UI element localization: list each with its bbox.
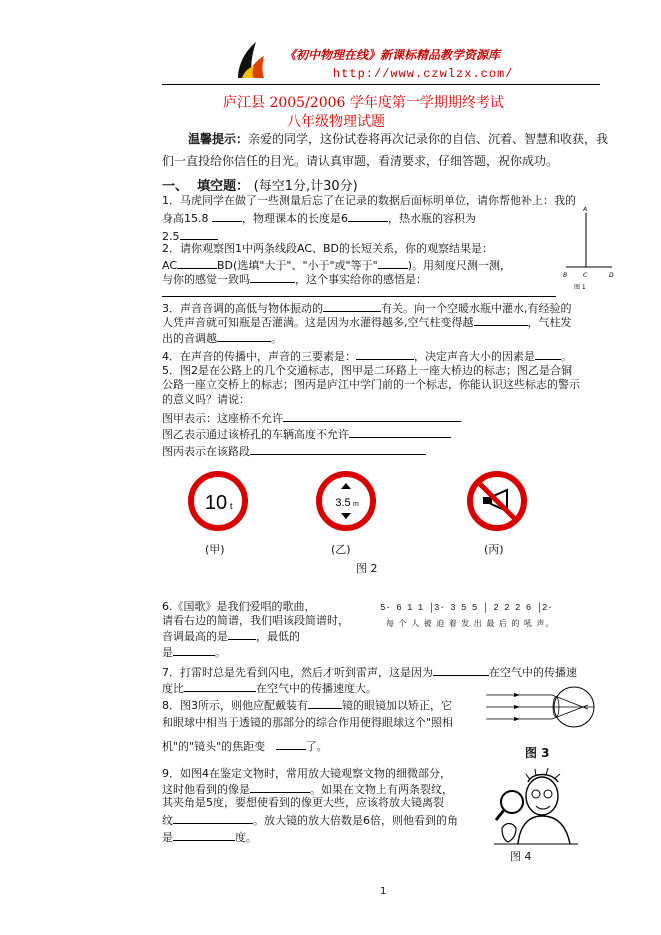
q9-line-3: 其夹角是5度，要想使看到的像更大些，应该将放大镜离裂 xyxy=(162,796,444,809)
fig1-point-c: C xyxy=(583,272,588,279)
q5-line-1: 5．图2是在公路上的几个交通标志，图甲是二环路上一座大桥边的标志；图乙是合铜 xyxy=(162,364,572,377)
q5-text-a: 图甲表示：这座桥不允许 xyxy=(162,412,283,425)
q4-text-a: 4．在声音的传播中，声音的三要素是： xyxy=(162,350,356,363)
q5-line-3: 的意义吗？请说： xyxy=(162,393,250,406)
q7-line-1 xyxy=(162,664,577,680)
q6-text-a: 音调最高的是 xyxy=(162,630,228,643)
q9-text-e: 是 xyxy=(162,831,173,844)
q9-text-b: 。如果在文物上有两条裂纹， xyxy=(310,783,453,796)
music-lyrics: 每 个 人 被 迫 着 发 出 最 后 的 吼 声。 xyxy=(386,619,555,628)
exam-subtitle: 八年级物理试题 xyxy=(287,114,385,130)
q8-text-d: 了。 xyxy=(305,740,328,753)
sign-no-horn xyxy=(467,471,527,531)
q7-blank-1[interactable] xyxy=(433,664,489,676)
intro-line-1 xyxy=(188,132,608,147)
sign-weight-unit: t xyxy=(230,501,233,511)
sign-caption-b: (乙) xyxy=(331,543,351,556)
q6-blank-highest[interactable] xyxy=(228,628,256,640)
sign-weight-value: 10 xyxy=(204,492,228,514)
fig1-point-a: A xyxy=(583,207,588,213)
q9-text-d: 。放大镜的放大倍数是6倍，则他看到的角 xyxy=(253,814,458,827)
figure-3-eye-diagram xyxy=(484,685,604,741)
fig1-point-d: D xyxy=(609,272,614,279)
q9-line-4 xyxy=(162,812,458,828)
q6-text-b: ，最低的 xyxy=(256,630,300,643)
q4-line-1 xyxy=(162,348,572,364)
section-note: (每空1分,计30分) xyxy=(253,179,358,194)
q3-blank-2[interactable] xyxy=(474,314,528,326)
q7-text-b: 在空气中的传播速 xyxy=(489,666,577,679)
q4-text-c: 。 xyxy=(561,350,572,363)
q2-line-3 xyxy=(162,271,427,287)
q3-text-e: 出的音调越 xyxy=(162,332,217,345)
q3-blank-1[interactable] xyxy=(323,300,381,312)
section-heading xyxy=(162,175,358,194)
q3-text-f: 。 xyxy=(271,332,282,345)
q1-blank-volume[interactable] xyxy=(180,228,218,240)
q5-blank-b[interactable] xyxy=(349,426,451,438)
q1-line-1: 1．马虎同学在做了一些测量后忘了在记录的数据后面标明单位，请你帮他补上：我的 xyxy=(162,194,576,207)
q3-text-b: 有关。向一个空暖水瓶中灌水,有经验的 xyxy=(381,302,572,315)
sign-caption-c: (丙) xyxy=(484,543,504,556)
q3-text-d: ，气柱发 xyxy=(527,316,572,329)
sign-caption-a: (甲) xyxy=(205,543,225,556)
intro-text-1: 亲爱的同学，这份试卷将再次记录你的自信、沉着、智慧和收获，我 xyxy=(248,132,609,146)
page-number: 1 xyxy=(380,886,387,897)
exam-title: 庐江县 2005/2006 学年度第一学期期终考试 xyxy=(223,95,504,111)
q2-line-1: 2．请你观察图1中两条线段AC、BD的长短关系，你的观察结果是： xyxy=(162,242,494,255)
q3-line-2 xyxy=(162,314,572,330)
q2-text-b: BD(选填"大于"、"小于"或"等于" xyxy=(217,259,378,272)
q1-text-a: 身高15.8 xyxy=(162,212,209,225)
q5-text-b: 图乙表示通过该桥孔的车辆高度不允许 xyxy=(162,428,349,441)
q5-answer-c xyxy=(162,443,426,459)
q9-blank-3[interactable] xyxy=(173,829,235,841)
q8-line-1 xyxy=(162,697,452,713)
music-notation: 5· 6 1 1 │3· 3 5 5 │ 2 2 2 6 │2· xyxy=(380,603,553,613)
q5-answer-a xyxy=(162,410,461,426)
q2-blank-compare[interactable] xyxy=(177,257,217,269)
q8-text-b: 镜的眼镜加以矫正，它 xyxy=(342,699,452,712)
banner-url: http://www.czwlzx.com/ xyxy=(333,67,514,81)
q8-blank-2[interactable] xyxy=(276,738,306,750)
q6-line-3 xyxy=(162,628,300,644)
intro-label: 温馨提示： xyxy=(188,132,249,146)
sign-height-value: 3.5 xyxy=(335,497,351,509)
q2-text-a: AC xyxy=(162,259,178,272)
q3-text-c: 人凭声音就可知瓶是否灌满。这是因为水灌得越多,空气柱变得越 xyxy=(162,316,474,329)
q9-text-c: 纹 xyxy=(162,814,173,827)
q9-blank-1[interactable] xyxy=(250,781,310,793)
magnifying-glass-icon xyxy=(496,791,523,820)
q9-line-5 xyxy=(162,829,257,845)
fig4-label: 图 4 xyxy=(510,850,532,863)
sign-height-unit: m xyxy=(353,501,359,508)
q5-blank-c[interactable] xyxy=(250,443,426,455)
q2-text-d: 与你的感觉一致吗 xyxy=(162,273,250,286)
q6-text-c: 是 xyxy=(162,646,173,659)
q3-blank-3[interactable] xyxy=(217,330,271,342)
q9-text-f: 度。 xyxy=(235,831,257,844)
q7-blank-2[interactable] xyxy=(184,680,256,692)
q1-text-c: ，热水瓶的容积为 xyxy=(388,212,476,225)
q1-line-2 xyxy=(162,210,476,226)
fig1-point-b: B xyxy=(563,272,568,279)
q1-blank-book[interactable] xyxy=(348,210,388,222)
banner-title: 《初中物理在线》新课标精品教学资源库 xyxy=(284,48,501,62)
q6-line-4 xyxy=(162,644,226,660)
q8-line-2: 和眼球中相当于透镜的那部分的综合作用使得眼球这个"照相 xyxy=(162,716,454,729)
q1-text-b: ，物理课本的长度是6 xyxy=(242,212,348,225)
q4-text-b: ，决定声音大小的因素是 xyxy=(414,350,535,363)
q2-blank-consistent[interactable] xyxy=(250,271,295,283)
fig1-label: 图 1 xyxy=(574,284,586,291)
header-rule xyxy=(162,84,600,85)
q6-line-2: 请看右边的简谱，我们唱该段简谱时， xyxy=(162,614,349,627)
q9-line-2 xyxy=(162,781,453,797)
figure-1 xyxy=(560,207,618,291)
sign-height-limit xyxy=(316,471,376,531)
q4-blank-1[interactable] xyxy=(356,348,414,360)
q2-text-e: ，这个事实给你的感悟是： xyxy=(295,273,427,286)
logo-icon xyxy=(232,38,270,80)
fig3-label: 图 3 xyxy=(525,746,550,760)
q2-blank-compare-2[interactable] xyxy=(378,257,408,269)
q9-line-1: 9．如图4在鉴定文物时，常用放大镜观察文物的细微部分， xyxy=(162,767,451,780)
section-number: 一、 xyxy=(162,179,189,194)
fig2-label: 图 2 xyxy=(356,562,378,575)
q5-answer-b xyxy=(162,426,451,442)
q9-text-a: 这时他看到的像是 xyxy=(162,783,250,796)
q5-text-c: 图丙表示在该路段 xyxy=(162,445,250,458)
q7-text-d: 在空气中的传播速度大。 xyxy=(256,682,377,695)
q7-text-a: 7．打雷时总是先看到闪电，然后才听到雷声，这是因为 xyxy=(162,666,433,679)
sign-weight-limit xyxy=(188,471,248,531)
intro-line-2: 们一直投给你信任的目光。请认真审题，看清要求，仔细答题，祝你成功。 xyxy=(162,154,559,168)
q6-line-1: 6.《国歌》是我们爱唱的歌曲， xyxy=(162,600,316,613)
q8-text-a: 8．图3所示，则他应配戴装有 xyxy=(162,699,308,712)
q5-line-2: 公路一座立交桥上的标志；图丙是庐江中学门前的一个标志，你能认识这些标志的警示 xyxy=(162,378,580,391)
q3-line-3 xyxy=(162,330,282,346)
q5-blank-a[interactable] xyxy=(283,410,461,422)
q3-text-a: 3．声音音调的高低与物体振动的 xyxy=(162,302,323,315)
q6-text-d: 。 xyxy=(215,646,226,659)
q7-text-c: 度比 xyxy=(162,682,184,695)
section-name: 填空题： xyxy=(197,179,250,194)
figure-4-magnifier-cartoon xyxy=(490,766,580,846)
q6-blank-lowest[interactable] xyxy=(173,644,215,656)
q2-text-c: )。用刻度尺测一测， xyxy=(407,259,511,272)
q9-blank-2[interactable] xyxy=(173,812,253,824)
q8-line-3 xyxy=(162,738,328,754)
q8-text-c: 机"的"镜头"的焦距变 xyxy=(162,740,266,753)
q2-answer-line[interactable] xyxy=(162,296,556,297)
q7-line-2 xyxy=(162,680,377,696)
q4-blank-2[interactable] xyxy=(535,348,561,360)
q1-blank-height[interactable] xyxy=(212,210,242,222)
q1-text-d: 2.5 xyxy=(162,230,180,243)
q8-blank-1[interactable] xyxy=(308,697,342,709)
